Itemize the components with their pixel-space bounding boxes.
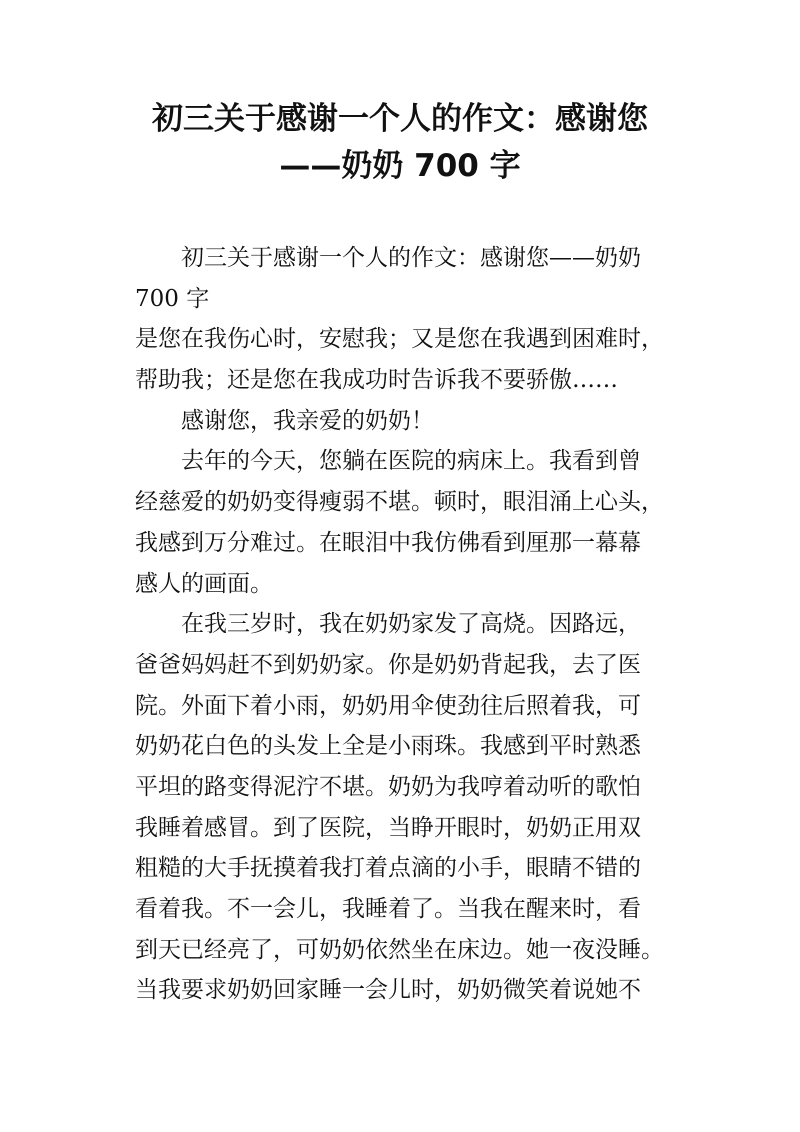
body-line: 奶奶花白色的头发上全是小雨珠。我感到平时熟悉: [135, 733, 641, 760]
body-line: 初三关于感谢一个人的作文：感谢您——奶奶: [181, 245, 641, 271]
body-line: 是您在我伤心时，安慰我；又是您在我遇到困难时，: [135, 326, 664, 353]
body-line: 在我三岁时，我在奶奶家发了高烧。因路远，: [181, 611, 641, 638]
body-line: 感人的画面。: [135, 570, 273, 597]
title-line-2: ——奶奶 700 字: [279, 148, 521, 184]
body-line: 700 字: [135, 285, 210, 312]
body-line: 帮助我；还是您在我成功时告诉我不要骄傲……: [135, 367, 618, 394]
document-title: [100, 96, 700, 190]
body-line: 经慈爱的奶奶变得瘦弱不堪。顿时，眼泪涌上心头，: [135, 489, 664, 516]
body-line: 院。外面下着小雨，奶奶用伞使劲往后照着我，可: [135, 692, 641, 719]
body-line: 我感到万分难过。在眼泪中我仿佛看到厘那一幕幕: [135, 529, 641, 556]
document-body: [135, 238, 670, 1011]
body-line: 当我要求奶奶回家睡一会儿时，奶奶微笑着说她不: [135, 977, 641, 1004]
body-line: 我睡着感冒。到了医院，当睁开眼时，奶奶正用双: [135, 814, 641, 841]
body-line: 去年的今天，您躺在医院的病床上。我看到曾: [181, 448, 641, 475]
body-line: 爸爸妈妈赶不到奶奶家。你是奶奶背起我，去了医: [135, 651, 641, 678]
title-line-1: 初三关于感谢一个人的作文：感谢您: [152, 101, 648, 137]
body-line: 感谢您，我亲爱的奶奶！: [181, 407, 434, 434]
body-line: 看着我。不一会儿，我睡着了。当我在醒来时，看: [135, 896, 641, 922]
body-line: 到天已经亮了，可奶奶依然坐在床边。她一夜没睡。: [135, 936, 664, 963]
body-line: 粗糙的大手抚摸着我打着点滴的小手，眼睛不错的: [135, 855, 641, 882]
body-line: 平坦的路变得泥泞不堪。奶奶为我哼着动听的歌怕: [135, 773, 641, 800]
